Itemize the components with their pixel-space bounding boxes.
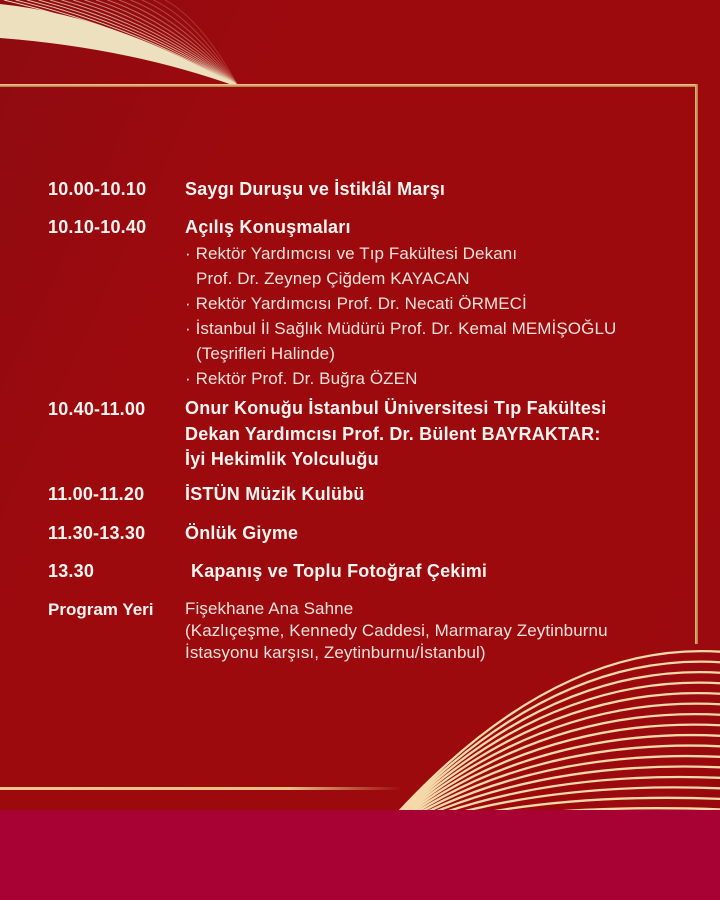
event-title: Saygı Duruşu ve İstiklâl Marşı [185, 179, 446, 199]
event-time: 10.10-10.40 [48, 217, 147, 237]
schedule-row [48, 520, 696, 546]
event-title: Kapanış ve Toplu Fotoğraf Çekimi [191, 561, 488, 581]
event-time: 11.00-11.20 [48, 484, 145, 504]
gold-frame-bottom-line [0, 787, 402, 790]
event-detail-line: Prof. Dr. Zeynep Çiğdem KAYACAN [196, 269, 470, 288]
event-title: İSTÜN Müzik Kulübü [185, 484, 365, 504]
schedule-row [48, 481, 696, 507]
event-title-line: Onur Konuğu İstanbul Üniversitesi Tıp Fakültesi [185, 398, 607, 418]
event-time: 11.30-13.30 [48, 523, 146, 543]
schedule-row [48, 396, 696, 473]
venue-line: (Kazlıçeşme, Kennedy Caddesi, Marmaray Zeytinburnu [185, 621, 608, 640]
event-title-line: Dekan Yardımcısı Prof. Dr. Bülent BAYRAKTAR: [185, 423, 601, 444]
venue-line: Fişekhane Ana Sahne [185, 599, 354, 618]
venue-line: İstasyonu karşısı, Zeytinburnu/İstanbul) [185, 643, 486, 662]
event-detail-line: · Rektör Yardımcısı ve Tıp Fakültesi Dekanı [185, 244, 518, 263]
schedule-row [48, 558, 696, 584]
bottom-crimson-band [0, 810, 720, 900]
venue-row [48, 598, 696, 664]
event-time: 10.00-10.10 [48, 179, 147, 199]
event-detail-line: · Rektör Prof. Dr. Buğra ÖZEN [185, 369, 418, 388]
event-title: Açılış Konuşmaları [185, 217, 351, 237]
speaker-list [185, 241, 696, 391]
event-title-line: İyi Hekimlik Yolculuğu [185, 449, 379, 469]
event-title: Önlük Giyme [185, 523, 299, 543]
event-detail-line: (Teşrifleri Halinde) [196, 344, 335, 363]
schedule-row [48, 176, 696, 202]
event-detail-line: · Rektör Yardımcısı Prof. Dr. Necati ÖRMECİ [185, 294, 527, 313]
venue-label: Program Yeri [48, 600, 154, 619]
gold-frame-top-line [0, 84, 698, 87]
schedule-row [48, 214, 696, 391]
event-time: 13.30 [48, 561, 95, 581]
event-time: 10.40-11.00 [48, 399, 146, 419]
event-detail-line: · İstanbul İl Sağlık Müdürü Prof. Dr. Kemal MEMİŞOĞLU [185, 319, 617, 338]
